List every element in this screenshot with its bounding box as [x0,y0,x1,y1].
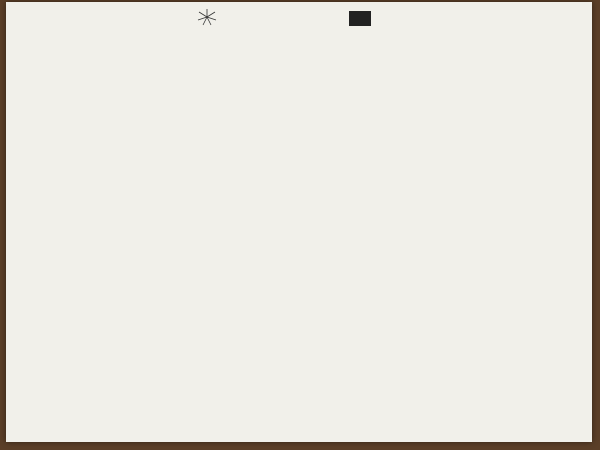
menu-sheet [6,2,592,442]
menu-table [6,2,592,442]
